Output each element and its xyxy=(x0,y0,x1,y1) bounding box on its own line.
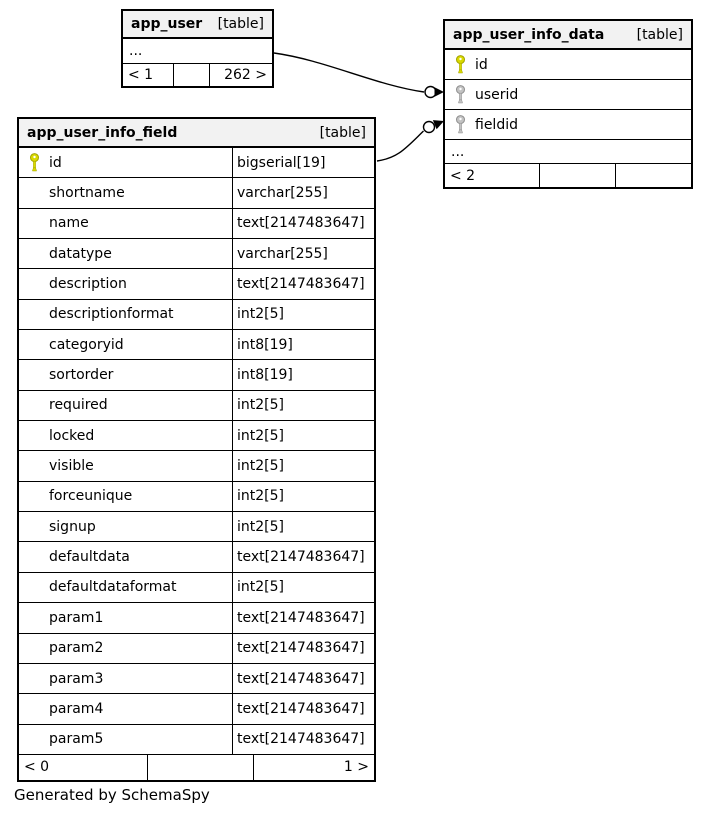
footer-children-count: 1 > xyxy=(253,755,374,780)
column-rows xyxy=(19,148,374,755)
column-name: param3 xyxy=(49,670,104,687)
relationship-line-appuser-userid xyxy=(274,53,424,92)
table-header[interactable] xyxy=(19,119,374,148)
table-app-user-info-data[interactable] xyxy=(443,19,693,189)
column-row xyxy=(19,664,374,694)
column-name: required xyxy=(49,397,108,414)
column-row xyxy=(445,110,691,140)
column-name: defaultdata xyxy=(49,549,130,566)
hidden-columns-ellipsis: ... xyxy=(123,39,272,64)
footer-parents-count: < 1 xyxy=(128,67,154,83)
column-type: int2[5] xyxy=(232,421,374,450)
column-name: fieldid xyxy=(475,116,518,133)
column-name: datatype xyxy=(49,245,112,262)
table-name[interactable]: app_user xyxy=(131,16,203,32)
primary-key-icon xyxy=(454,55,467,74)
column-type: int2[5] xyxy=(232,300,374,329)
column-type: text[2147483647] xyxy=(232,542,374,571)
column-rows xyxy=(445,50,691,140)
column-row xyxy=(445,50,691,80)
column-name: param4 xyxy=(49,700,104,717)
column-type: bigserial[19] xyxy=(232,148,374,177)
foreign-key-icon xyxy=(454,85,467,104)
foreign-key-icon xyxy=(454,115,467,134)
column-row xyxy=(19,178,374,208)
zero-or-one-circle xyxy=(424,122,435,133)
column-row xyxy=(19,269,374,299)
column-row xyxy=(19,603,374,633)
column-type: int2[5] xyxy=(232,391,374,420)
column-type: int8[19] xyxy=(232,360,374,389)
column-type: text[2147483647] xyxy=(232,603,374,632)
column-name: defaultdataformat xyxy=(49,579,177,596)
table-tag: [table] xyxy=(217,16,264,32)
relationship-line-field-fieldid xyxy=(377,131,424,161)
column-type: int8[19] xyxy=(232,330,374,359)
column-name: id xyxy=(49,154,62,171)
column-row xyxy=(19,239,374,269)
table-tag: [table] xyxy=(319,124,366,141)
column-name: forceunique xyxy=(49,488,133,505)
column-type: text[2147483647] xyxy=(232,269,374,298)
column-type: varchar[255] xyxy=(232,178,374,207)
foreign-key-icon-box xyxy=(445,85,475,104)
column-name: description xyxy=(49,276,127,293)
table-name[interactable]: app_user_info_field xyxy=(27,124,178,141)
column-name: locked xyxy=(49,427,95,444)
table-footer xyxy=(123,64,272,86)
footer-spacer xyxy=(173,64,209,86)
footer-children-count: 262 > xyxy=(209,64,272,86)
column-name: param1 xyxy=(49,609,104,626)
foreign-key-icon-box xyxy=(445,115,475,134)
column-row xyxy=(19,482,374,512)
table-footer xyxy=(445,164,691,187)
column-row xyxy=(19,421,374,451)
table-name[interactable]: app_user_info_data xyxy=(453,26,605,43)
primary-key-icon xyxy=(28,153,41,172)
column-name: id xyxy=(475,56,488,73)
footer-spacer xyxy=(147,755,253,780)
column-row xyxy=(19,330,374,360)
column-name: visible xyxy=(49,458,94,475)
column-row xyxy=(19,634,374,664)
table-tag: [table] xyxy=(636,26,683,43)
column-row xyxy=(19,300,374,330)
column-type: text[2147483647] xyxy=(232,634,374,663)
column-type: int2[5] xyxy=(232,482,374,511)
column-name: signup xyxy=(49,518,96,535)
column-row xyxy=(445,80,691,110)
column-row xyxy=(19,148,374,178)
column-name: shortname xyxy=(49,185,125,202)
column-row xyxy=(19,209,374,239)
generated-by-label: Generated by SchemaSpy xyxy=(14,786,210,804)
primary-key-icon-box xyxy=(445,55,475,74)
column-type: text[2147483647] xyxy=(232,694,374,723)
column-name: name xyxy=(49,215,89,232)
hidden-columns-ellipsis: ... xyxy=(445,140,691,164)
column-name: categoryid xyxy=(49,336,124,353)
column-row xyxy=(19,451,374,481)
table-footer xyxy=(19,755,374,780)
column-type: text[2147483647] xyxy=(232,209,374,238)
column-row xyxy=(19,360,374,390)
column-type: int2[5] xyxy=(232,573,374,602)
column-row xyxy=(19,512,374,542)
column-row xyxy=(19,542,374,572)
footer-parents-count: < 2 xyxy=(450,167,476,184)
footer-children-count xyxy=(615,164,691,187)
table-app-user-info-field[interactable] xyxy=(17,117,376,782)
column-type: int2[5] xyxy=(232,512,374,541)
column-name: sortorder xyxy=(49,367,114,384)
column-row xyxy=(19,694,374,724)
column-type: text[2147483647] xyxy=(232,725,374,754)
footer-parents-count: < 0 xyxy=(24,759,50,776)
zero-or-one-circle xyxy=(425,87,436,98)
column-name: descriptionformat xyxy=(49,306,174,323)
primary-key-icon-box xyxy=(19,153,49,172)
column-type: int2[5] xyxy=(232,451,374,480)
column-row xyxy=(19,725,374,755)
column-name: param2 xyxy=(49,640,104,657)
table-header[interactable] xyxy=(123,11,272,39)
column-row xyxy=(19,573,374,603)
column-type: varchar[255] xyxy=(232,239,374,268)
column-name: userid xyxy=(475,86,519,103)
table-header[interactable] xyxy=(445,21,691,50)
footer-spacer xyxy=(539,164,615,187)
column-row xyxy=(19,391,374,421)
table-app-user[interactable] xyxy=(121,9,274,88)
column-type: text[2147483647] xyxy=(232,664,374,693)
column-name: param5 xyxy=(49,731,104,748)
